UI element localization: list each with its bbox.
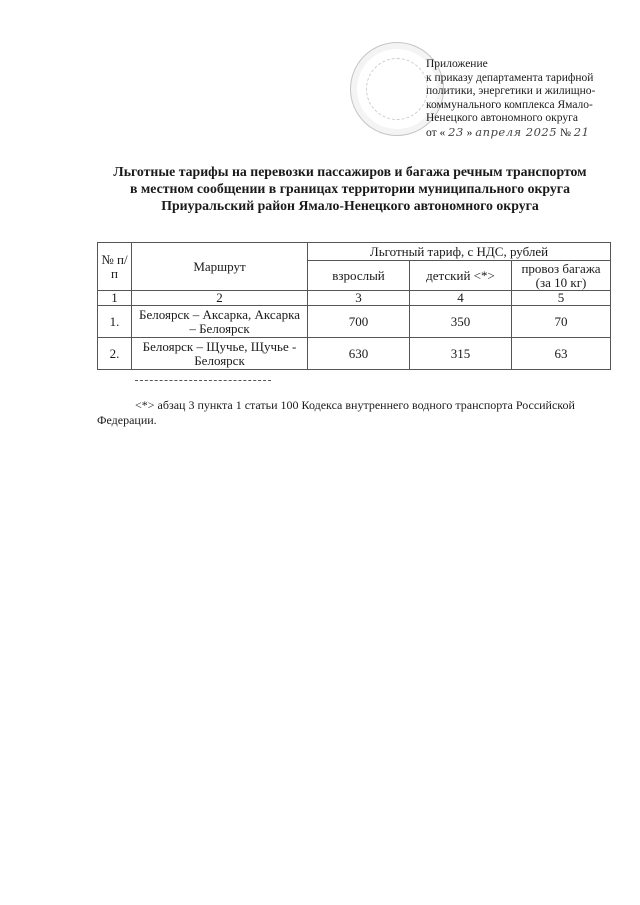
header-baggage: провоз багажа (за 10 кг) (512, 261, 611, 291)
appendix-line-4: коммунального комплекса Ямало- (426, 98, 593, 111)
order-number-prefix: № (559, 126, 571, 139)
row-num: 2. (98, 338, 132, 370)
title-line-3: Приуральский район Ямало-Ненецкого автономного округа (161, 198, 539, 213)
header-num: № п/п (98, 243, 132, 291)
row-num: 1. (98, 306, 132, 338)
table-row (98, 338, 611, 370)
appendix-line-2: к приказу департамента тарифной (426, 71, 594, 84)
date-prefix: от « (426, 126, 446, 139)
table-row (98, 306, 611, 338)
tariffs-table (97, 242, 611, 370)
date-mid: » (466, 126, 473, 139)
column-number: 5 (512, 291, 611, 306)
row-baggage-price: 63 (512, 338, 611, 370)
date-month-year-handwritten: апреля 2025 (475, 124, 558, 139)
header-route: Маршрут (132, 243, 308, 291)
date-day-handwritten: 23 (448, 124, 464, 139)
row-child-price: 350 (410, 306, 512, 338)
footnote-separator (135, 380, 271, 381)
column-numbers-row (98, 291, 611, 306)
appendix-line-5: Ненецкого автономного округа (426, 112, 578, 125)
row-adult-price: 630 (308, 338, 410, 370)
appendix-line-1: Приложение (426, 58, 488, 70)
document-title (70, 163, 630, 214)
column-number: 1 (98, 291, 132, 306)
column-number: 2 (132, 291, 308, 306)
row-baggage-price: 70 (512, 306, 611, 338)
title-line-1: Льготные тарифы на перевозки пассажиров и багажа речным транспортом (113, 164, 587, 179)
header-child: детский <*> (410, 261, 512, 291)
column-number: 4 (410, 291, 512, 306)
table-header-row (98, 243, 611, 261)
column-number: 3 (308, 291, 410, 306)
order-number-handwritten: 21 (573, 124, 590, 139)
header-tariff-group: Льготный тариф, с НДС, рублей (308, 243, 611, 261)
appendix-header (426, 58, 636, 141)
official-seal-inner-ring (366, 58, 428, 120)
footnote: <*> абзац 3 пункта 1 статьи 100 Кодекса внутреннего водного транспорта Российской Федерации. (97, 398, 575, 427)
appendix-date-line (426, 126, 636, 141)
row-adult-price: 700 (308, 306, 410, 338)
appendix-line-3: политики, энергетики и жилищно- (426, 85, 596, 98)
row-route: Белоярск – Аксарка, Аксарка – Белоярск (132, 306, 308, 338)
title-line-2: в местном сообщении в границах территории муниципального округа (130, 181, 570, 196)
header-adult: взрослый (308, 261, 410, 291)
row-child-price: 315 (410, 338, 512, 370)
row-route: Белоярск – Щучье, Щучье - Белоярск (132, 338, 308, 370)
